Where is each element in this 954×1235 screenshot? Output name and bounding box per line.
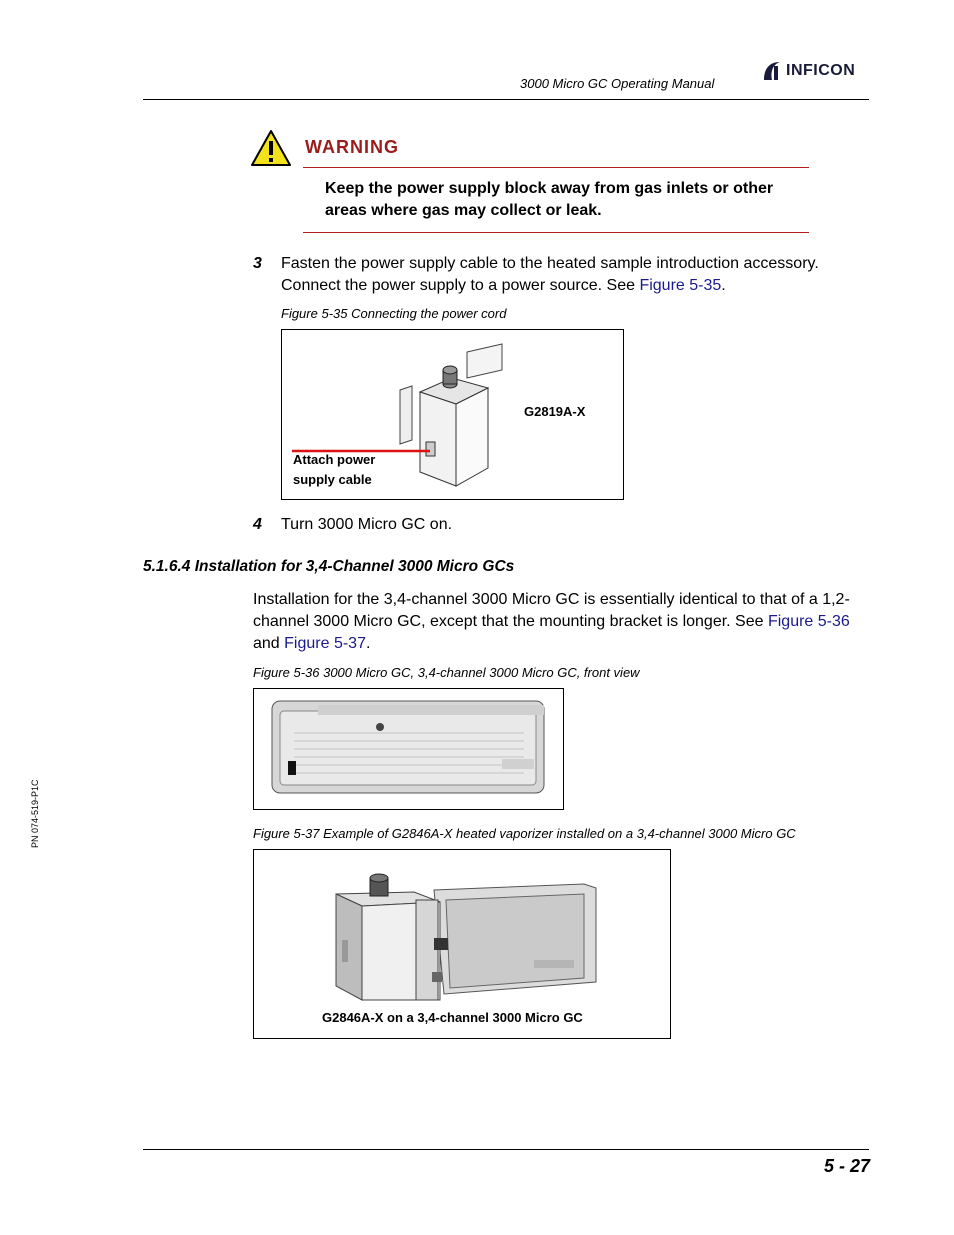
figure-5-35-attach-label-line2: supply cable xyxy=(293,472,372,487)
running-header-title: 3000 Micro GC Operating Manual xyxy=(520,76,715,91)
figure-5-35-link[interactable]: Figure 5-35 xyxy=(639,277,722,294)
section-paragraph xyxy=(253,589,863,655)
figure-5-35-attach-label-line1: Attach power xyxy=(293,452,376,467)
warning-rule-top xyxy=(303,167,809,168)
figure-5-37-label: G2846A-X on a 3,4-channel 3000 Micro GC xyxy=(322,1010,583,1025)
footer-rule xyxy=(143,1149,869,1150)
figure-5-36-link[interactable]: Figure 5-36 xyxy=(767,613,850,630)
step-3-text xyxy=(281,253,866,297)
figure-5-36-box xyxy=(253,688,564,810)
figure-5-37-box xyxy=(253,849,671,1039)
figure-5-35-box xyxy=(281,329,624,500)
page-number: 5 - 27 xyxy=(824,1156,871,1176)
section-paragraph-end: . xyxy=(365,635,371,652)
figure-5-36-caption: Figure 5-36 3000 Micro GC, 3,4-channel 3000 Micro GC, front view xyxy=(253,665,640,680)
header-rule xyxy=(143,99,869,100)
figure-5-35-caption: Figure 5-35 Connecting the power cord xyxy=(281,306,507,321)
step-3-number: 3 xyxy=(253,255,262,272)
step-4-number: 4 xyxy=(253,516,262,533)
micro-gc-front-view-image xyxy=(254,689,563,809)
figure-5-37-link[interactable]: Figure 5-37 xyxy=(284,635,366,652)
part-number-side-code: PN 074-519-P1C xyxy=(30,779,40,848)
figure-5-37-caption: Figure 5-37 Example of G2846A-X heated vaporizer installed on a 3,4-channel 3000 Micro GC xyxy=(253,826,796,841)
step-3-text-after: . xyxy=(721,277,726,294)
section-paragraph-text: Installation for the 3,4-channel 3000 Micro GC is essentially identical to that of a 1,2-channel 3000 Micro GC, except that the mounting bracket is longer. See xyxy=(253,591,850,630)
inficon-logo-text: INFICON xyxy=(786,62,856,79)
step-3-text-before: Fasten the power supply cable to the heated sample introduction accessory. Connect the power supply to a power source. See xyxy=(281,255,819,294)
warning-text: Keep the power supply block away from gas inlets or other areas where gas may collect or leak. xyxy=(325,180,774,219)
warning-title: WARNING xyxy=(305,137,399,157)
figure-5-35-model-label: G2819A-X xyxy=(524,404,586,419)
warning-rule-bottom xyxy=(303,232,809,233)
warning-triangle-icon xyxy=(250,129,292,167)
section-heading: 5.1.6.4 Installation for 3,4-Channel 3000 Micro GCs xyxy=(143,558,515,575)
step-4-text: Turn 3000 Micro GC on. xyxy=(281,516,453,533)
section-paragraph-and: and xyxy=(253,635,285,652)
